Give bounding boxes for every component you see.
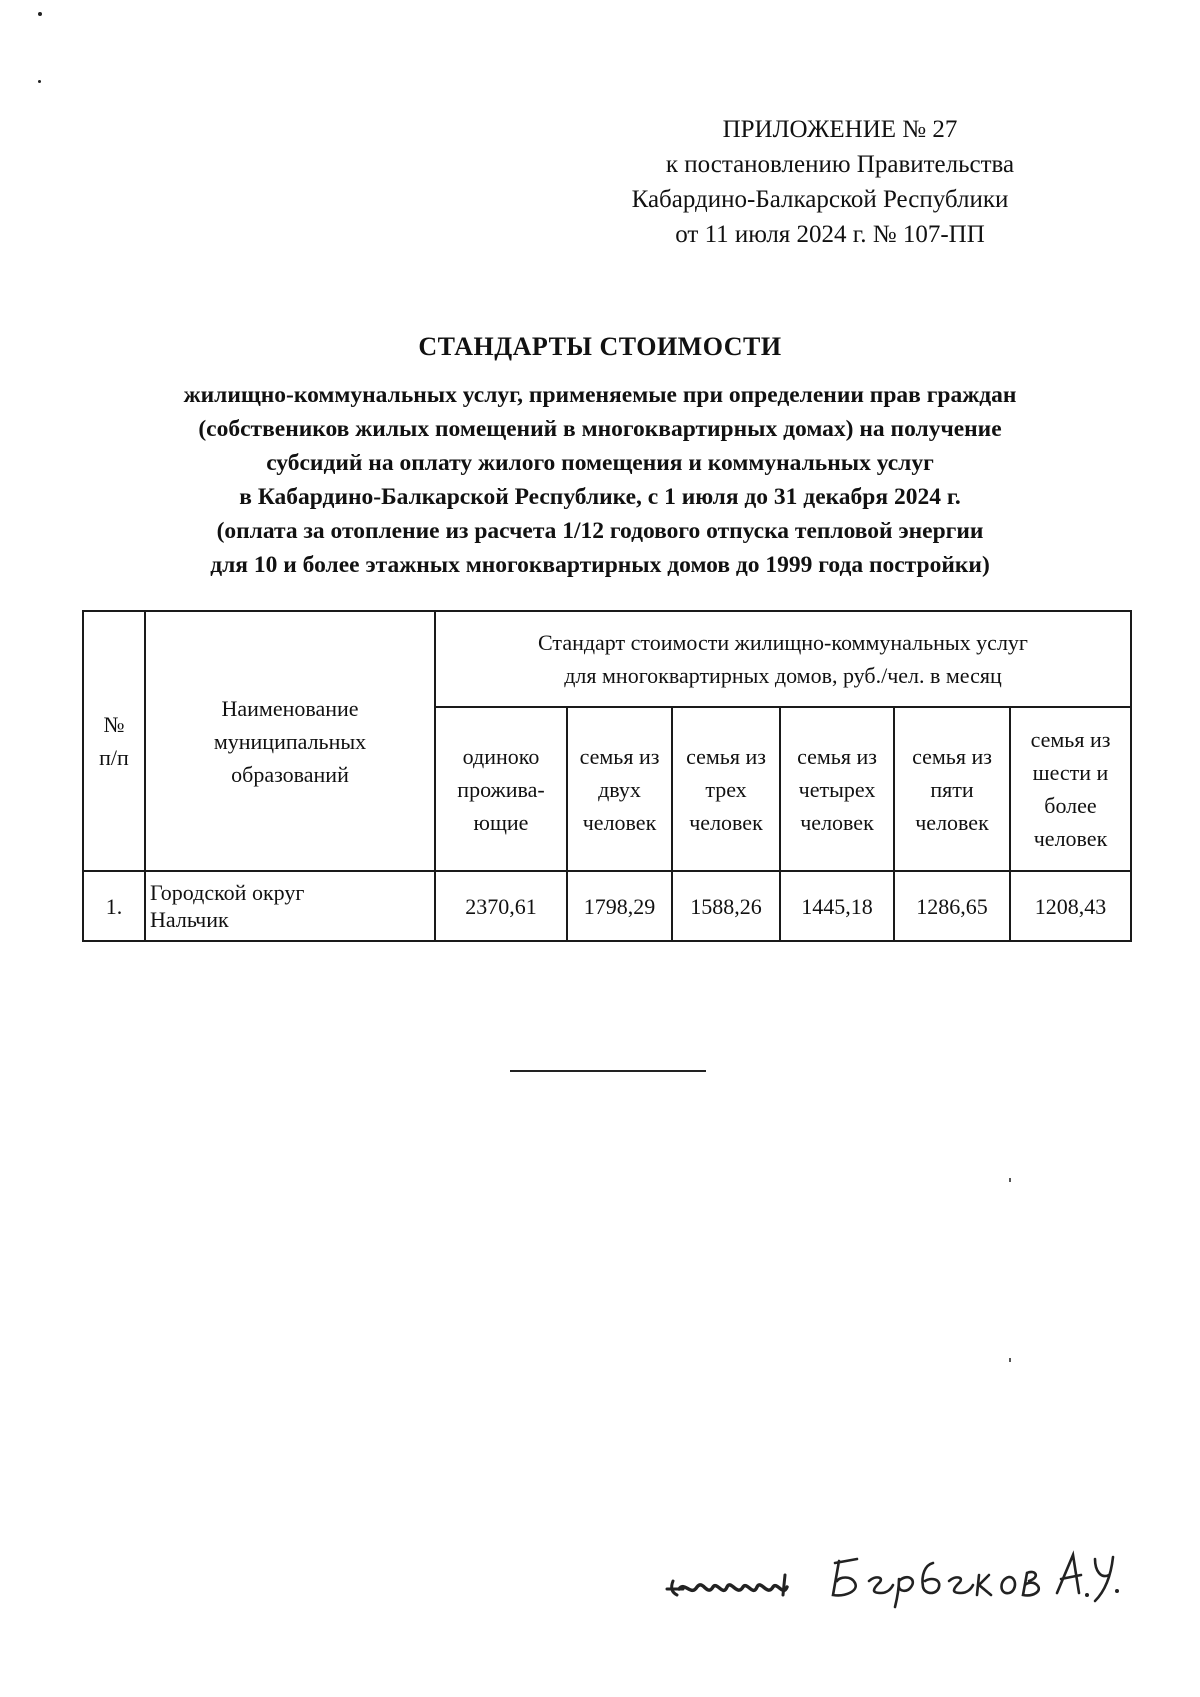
header-family-of-five: семья из пяти человек (894, 707, 1010, 871)
header-row-number: № п/п (83, 611, 145, 871)
cost-standards-table (82, 610, 1132, 942)
subtitle-line: жилищно-коммунальных услуг, применяемые при определении прав граждан (183, 382, 1017, 408)
table-row (83, 871, 1131, 941)
appendix-number: ПРИЛОЖЕНИЕ № 27 (722, 116, 958, 143)
document-title: СТАНДАРТЫ СТОИМОСТИ (418, 332, 782, 361)
document-subtitle (60, 378, 1140, 582)
table-header-row (83, 611, 1131, 707)
value-family-of-four: 1445,18 (780, 871, 894, 941)
header-family-of-six-plus: семья из шести и более человек (1010, 707, 1131, 871)
subtitle-line: (оплата за отопление из расчета 1/12 годового отпуска тепловой энергии (216, 518, 984, 544)
value-family-of-two: 1798,29 (567, 871, 672, 941)
value-family-of-three: 1588,26 (672, 871, 780, 941)
value-family-of-six-plus: 1208,43 (1010, 871, 1131, 941)
value-family-of-five: 1286,65 (894, 871, 1010, 941)
scan-speck (1009, 1358, 1011, 1362)
header-family-of-two: семья из двух человек (567, 707, 672, 871)
scan-speck (38, 80, 41, 83)
header-family-of-three: семья из трех человек (672, 707, 780, 871)
end-rule (510, 1070, 706, 1072)
value-single-resident: 2370,61 (435, 871, 567, 941)
municipality-name: Городской округ Нальчик (145, 871, 435, 941)
header-family-of-four: семья из четырех человек (780, 707, 894, 871)
header-single-resident: одиноко прожива- ющие (435, 707, 567, 871)
header-municipality: Наименование муниципальных образований (145, 611, 435, 871)
subtitle-line: для 10 и более этажных многоквартирных домов до 1999 года постройки) (210, 552, 990, 578)
scan-speck (38, 12, 42, 16)
appendix-resolution: к постановлению Правительства (665, 151, 1015, 178)
scan-speck (1009, 1178, 1011, 1182)
subtitle-line: субсидий на оплату жилого помещения и коммунальных услуг (266, 450, 934, 476)
subtitle-line: в Кабардино-Балкарской Республике, с 1 июля до 31 декабря 2024 г. (239, 484, 961, 510)
appendix-header (560, 112, 1080, 252)
appendix-date: от 11 июля 2024 г. № 107-ПП (675, 221, 985, 248)
row-number: 1. (83, 871, 145, 941)
header-cost-standard-group: Стандарт стоимости жилищно-коммунальных услуг для многоквартирных домов, руб./чел. в месяц (435, 611, 1131, 707)
appendix-government: Кабардино-Балкарской Республики (631, 186, 1009, 213)
signature-image (655, 1545, 1125, 1620)
subtitle-line: (собствеников жилых помещений в многоквартирных домах) на получение (198, 416, 1002, 442)
